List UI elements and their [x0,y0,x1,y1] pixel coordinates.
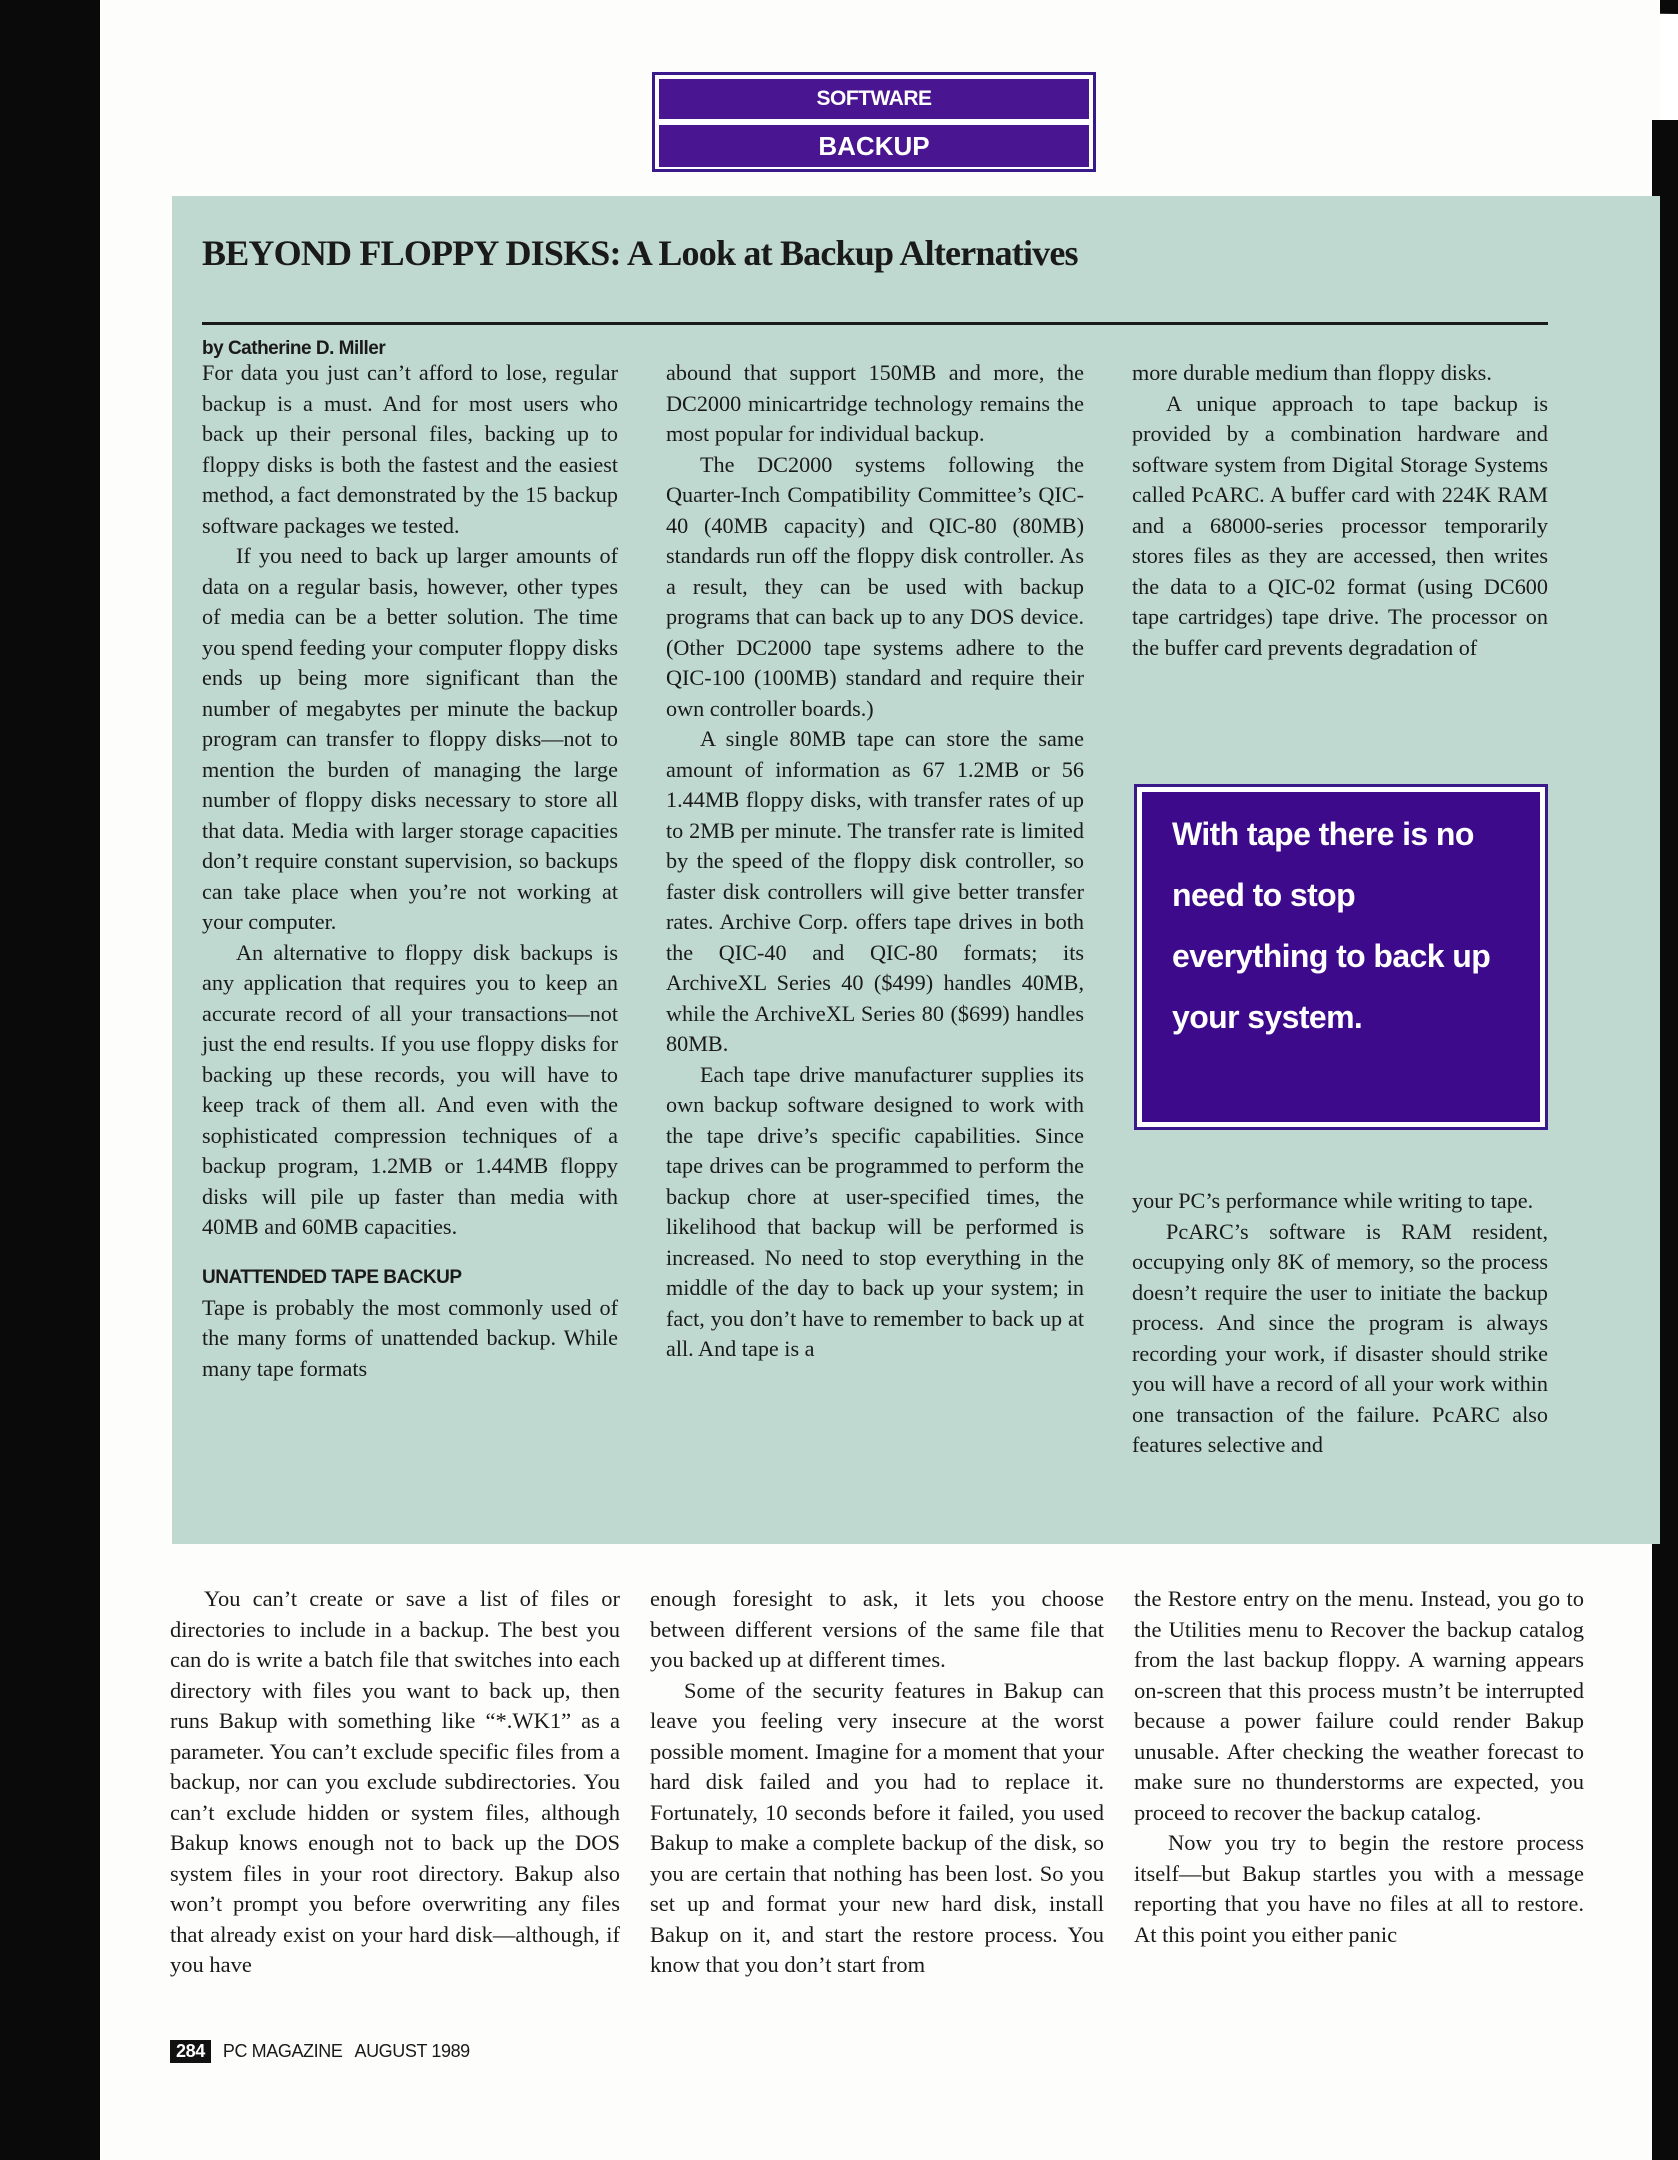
paragraph: If you need to back up larger amounts of data on a regular basis, however, other types of media can be a better solution. The time you spend feeding your computer floppy disks ends up being more significant than the number of megabytes per minute the backup program can transfer to floppy disks—not to mention the burden of managing the large number of floppy disks necessary to store all that data. Media with larger storage capacities don’t require constant supervision, so backups can take place when you’re not working at your computer. [202,543,618,934]
folio [170,2040,470,2063]
pull-quote [1134,784,1548,1130]
sidebar-column-1 [202,358,618,1384]
paragraph: For data you just can’t afford to lose, regular backup is a must. And for most users who back up their personal files, backing up to floppy disks is both the fastest and the easiest method, a fact demonstrated by the 15 backup software packages we tested. [202,360,618,538]
byline: by Catherine D. Miller [202,338,386,359]
section-topic: BACKUP [659,125,1089,167]
sidebar-column-3-bottom [1132,1186,1548,1461]
section-category: SOFTWARE [659,79,1089,119]
paragraph: more durable medium than floppy disks. [1132,360,1492,385]
paragraph: Tape is probably the most commonly used of the many forms of unattended backup. While many tape formats [202,1294,618,1381]
paragraph: Each tape drive manufacturer supplies its own backup software designed to work with the tape drive’s specific capabilities. Since tape drives can be programmed to perform the backup chore at user-specified times, the likelihood that backup will be performed is increased. No need to stop everything in the middle of the day to back up your system; in fact, you don’t have to remember to back up at all. And tape is a [666,1061,1084,1361]
section-tag [652,72,1096,172]
paragraph: abound that support 150MB and more, the DC2000 minicartridge technology remains the most popular for individual backup. [666,360,1084,446]
paragraph: enough foresight to ask, it lets you choose between different versions of the same file that you backed up at different times. [650,1586,1104,1672]
paragraph: A single 80MB tape can store the same amount of information as 67 1.2MB or 56 1.44MB floppy disks, with transfer rates of up to 2MB per minute. The transfer rate is limited by the speed of the floppy disk controller, so faster disk controllers will give better transfer rates. Archive Corp. offers tape drives in both the QIC-40 and QIC-80 formats; its ArchiveXL Series 40 ($499) handles 40MB, while the ArchiveXL Series 80 ($699) handles 80MB. [666,726,1084,1056]
magazine-name: PC MAGAZINE [222,2041,343,2061]
paragraph: PcARC’s software is RAM resident, occupying only 8K of memory, so the process doesn’t require the user to initiate the backup process. And since the program is always recording your work, if disaster should strike you will have a record of all your work within one transaction of the failure. PcARC also features selective and [1132,1218,1548,1457]
paragraph: An alternative to floppy disk backups is any application that requires you to keep an accurate record of all your transactions—not just the end results. If you use floppy disks for backing up these records, you will have to keep track of them all. And even with the sophisticated compression techniques of a backup program, 1.2MB or 1.44MB floppy disks will pile up faster than media with 40MB and 60MB capacities. [202,939,618,1239]
body-column-2 [650,1584,1104,1981]
subheading: UNATTENDED TAPE BACKUP [202,1266,462,1288]
pull-quote-text: With tape there is no need to stop everything to back up your system. [1142,792,1540,1122]
page-number: 284 [170,2040,211,2063]
paragraph: the Restore entry on the menu. Instead, you go to the Utilities menu to Recover the backup catalog from the last backup floppy. A warning appears on-screen that this process mustn’t be interrupted because a power failure could render Bakup unusable. After checking the weather forecast to make sure no thunderstorms are expected, you proceed to recover the backup catalog. [1134,1586,1584,1825]
scan-edge-left [0,0,100,2160]
sidebar-column-2 [666,358,1084,1365]
sidebar-column-3-top [1132,358,1548,663]
sidebar-title: BEYOND FLOPPY DISKS: A Look at Backup Alternatives [202,233,1078,273]
body-column-3 [1134,1584,1584,1950]
title-rule [202,322,1548,325]
paragraph: A unique approach to tape backup is provided by a combination hardware and software system from Digital Storage Systems called PcARC. A buffer card with 224K RAM and a 68000-series processor temporarily stores files as they are accessed, then writes the data to a QIC-02 format (using DC600 tape cartridges) tape drive. The processor on the buffer card prevents degradation of [1132,390,1548,660]
issue-date: AUGUST 1989 [354,2041,470,2061]
paragraph: Now you try to begin the restore process itself—but Bakup startles you with a message reporting that you have no files at all to restore. At this point you either panic [1134,1830,1584,1947]
body-column-1 [170,1584,620,1981]
paragraph: your PC’s performance while writing to tape. [1132,1188,1534,1213]
paragraph: You can’t create or save a list of files or directories to include in a backup. The best you can do is write a batch file that switches into each directory with files you want to back up, then runs Bakup with something like “*.WK1” as a parameter. You can’t exclude specific files from a backup, nor can you exclude subdirectories. You can’t exclude hidden or system files, although Bakup knows enough not to back up the DOS system files in your root directory. Bakup also won’t prompt you before overwriting any files that already exist on your hard disk—although, if you have [170,1586,620,1977]
paragraph: Some of the security features in Bakup can leave you feeling very insecure at the worst possible moment. Imagine for a moment that your hard disk failed and you had to replace it. Fortunately, 10 seconds before it failed, you used Bakup to make a complete backup of the disk, so you are certain that nothing has been lost. So you set up and format your new hard disk, install Bakup on it, and start the restore process. You know that you don’t start from [650,1677,1104,1977]
paragraph: The DC2000 systems following the Quarter-Inch Compatibility Committee’s QIC-40 (40MB capacity) and QIC-80 (80MB) standards run off the floppy disk controller. As a result, they can be used with backup programs that can back up to any DOS device. (Other DC2000 tape systems adhere to the QIC-100 (100MB) standard and require their own controller boards.) [666,451,1084,721]
